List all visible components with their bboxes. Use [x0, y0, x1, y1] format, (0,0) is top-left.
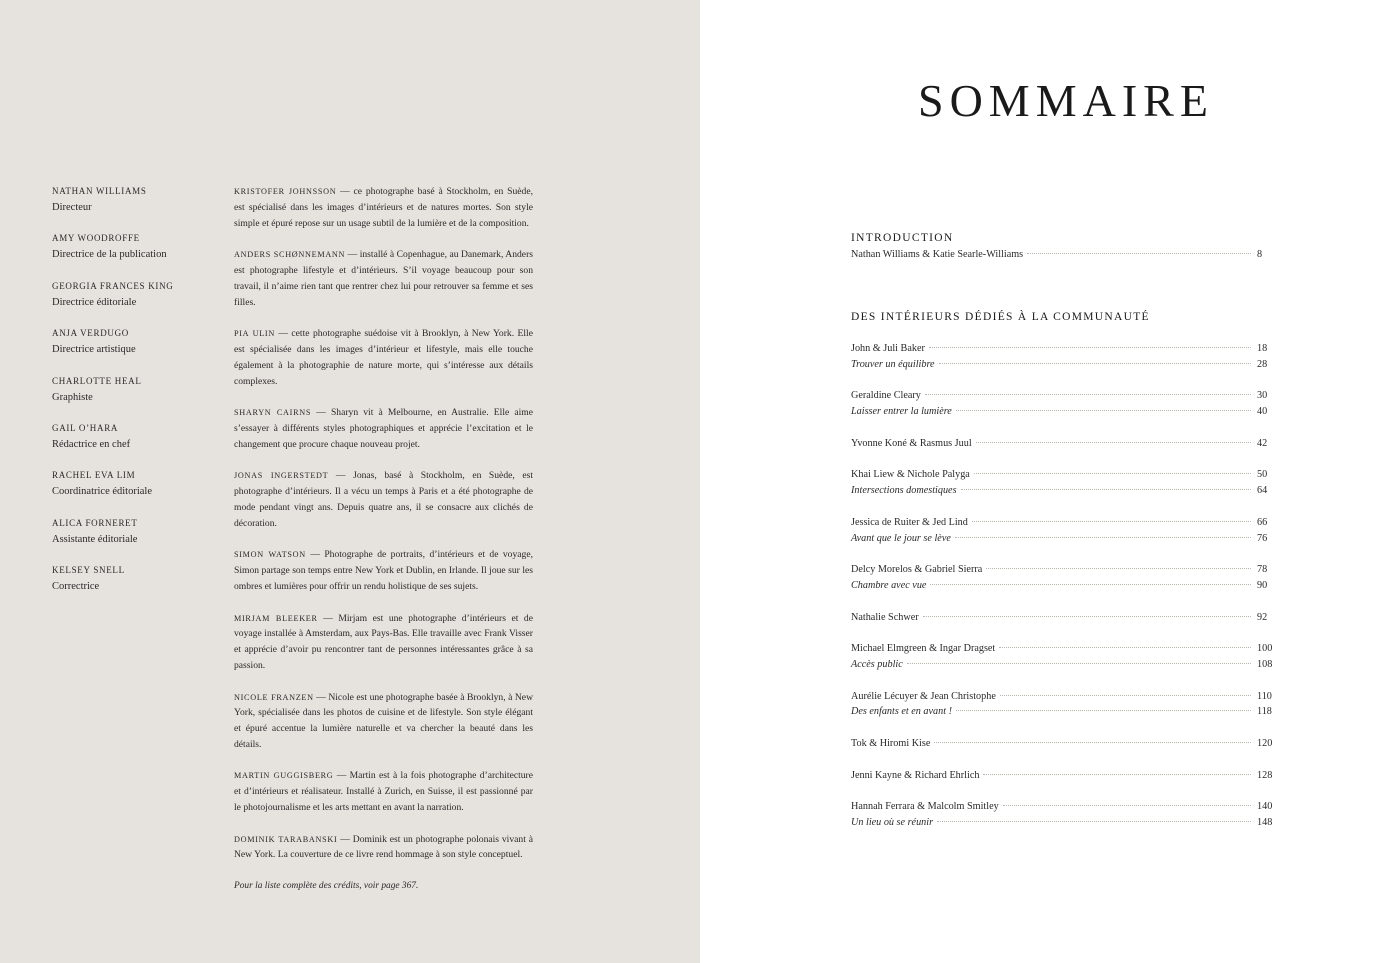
toc-page-number: 148	[1257, 816, 1273, 828]
staff-role: Assistante éditoriale	[52, 533, 138, 545]
contributor-name: ANDERS SCHØNNEMANN	[234, 250, 346, 260]
toc-group	[851, 436, 1272, 452]
contributor-bio	[234, 405, 533, 452]
toc-entry[interactable]	[851, 404, 1272, 420]
toc-group	[851, 799, 1272, 831]
toc-page-number: 18	[1257, 343, 1268, 354]
staff-name: RACHEL EVA LIM	[52, 470, 136, 481]
staff-name: GEORGIA FRANCES KING	[52, 280, 174, 291]
toc-entry-title: Nathalie Schwer	[851, 611, 919, 623]
contributor-text: — installé à Copenhague, au Danemark, Anders est photographe lifestyle et d’intérieurs. S’il voyage beaucoup pour son travail, il n’aime rien tant que rentrer chez lui pour retrouver sa femme et ses filles.	[234, 249, 533, 308]
toc-page-number: 50	[1257, 469, 1268, 481]
contributor-text: — Mirjam est une photographe d’intérieurs et de voyage installée à Amsterdam, aux Pays-Bas. Elle travaille avec Frank Visser et apprécie d’avoir pu rencontrer tant de personnes intéressantes grâce à sa passion.	[234, 612, 533, 671]
contributor-name: MIRJAM BLEEKER	[234, 613, 318, 623]
toc-group	[851, 689, 1272, 721]
toc-entry-title: Hannah Ferrara & Malcolm Smitley	[851, 801, 999, 813]
toc-page-number: 76	[1257, 532, 1268, 544]
contributor-name: NICOLE FRANZEN	[234, 692, 314, 702]
staff-name: ANJA VERDUGO	[52, 328, 129, 339]
toc-entry-title: Nathan Williams & Katie Searle-Williams	[851, 249, 1024, 260]
leader-dots	[956, 710, 1251, 711]
staff-role: Directrice éditoriale	[52, 296, 137, 308]
toc-entry-title: Jessica de Ruiter & Jed Lind	[851, 516, 968, 528]
section-heading-introduction: INTRODUCTION	[851, 232, 954, 244]
toc-entry-title: Aurélie Lécuyer & Jean Christophe	[851, 690, 996, 702]
toc-entry[interactable]	[851, 467, 1272, 483]
staff-role: Directeur	[52, 202, 92, 213]
leader-dots	[1027, 253, 1251, 254]
toc-page-number: 90	[1257, 579, 1268, 591]
contributor-name: KRISTOFER JOHNSSON	[234, 187, 337, 196]
toc-group	[851, 341, 1272, 373]
staff-role: Coordinatrice éditoriale	[52, 486, 153, 498]
toc-page-number: 66	[1257, 516, 1268, 528]
contributor-name: DOMINIK TARABANSKI	[234, 834, 338, 844]
toc-page-number: 42	[1257, 437, 1268, 449]
contributor-bio	[234, 768, 533, 815]
toc-page-number: 30	[1257, 390, 1268, 402]
staff-name: AMY WOODROFFE	[52, 233, 140, 244]
leader-dots	[934, 742, 1251, 743]
staff-entry	[52, 232, 222, 279]
contents-page	[700, 0, 1400, 963]
contributor-name: MARTIN GUGGISBERG	[234, 771, 334, 781]
contributor-bio	[234, 468, 533, 531]
toc-group	[851, 610, 1272, 626]
leader-dots	[1000, 695, 1251, 696]
leader-dots	[956, 410, 1251, 411]
toc-group	[851, 641, 1272, 673]
toc-entry-title: Des enfants et en avant !	[851, 706, 952, 718]
toc-entry-title: Laisser entrer la lumière	[851, 406, 952, 418]
toc-entry-title: Michael Elmgreen & Ingar Dragset	[851, 643, 996, 655]
leader-dots	[939, 363, 1251, 364]
toc-entry[interactable]	[851, 562, 1272, 578]
leader-dots	[986, 568, 1251, 569]
toc-entry-title: Trouver un équilibre	[851, 358, 935, 370]
leader-dots	[929, 347, 1251, 348]
toc-entry-title: Intersections domestiques	[851, 485, 957, 497]
toc-entry[interactable]	[851, 610, 1272, 626]
toc-page-number: 118	[1257, 706, 1272, 718]
contributor-text: — Sharyn vit à Melbourne, en Australie. Elle aime s’essayer à différents styles photographiques et apprécie l’excitation et le changement que procure chaque nouveau projet.	[234, 407, 533, 450]
toc-page-number: 140	[1257, 801, 1273, 813]
staff-name: GAIL O’HARA	[52, 422, 119, 433]
credits-note: Pour la liste complète des crédits, voir page 367.	[234, 881, 419, 892]
staff-role: Rédactrice en chef	[52, 438, 131, 450]
toc-entry-title: Chambre avec vue	[851, 579, 927, 591]
leader-dots	[930, 584, 1251, 585]
leader-dots	[961, 489, 1251, 490]
staff-list	[52, 185, 222, 612]
contributor-text: — Jonas, basé à Stockholm, en Suède, est photographe d’intérieurs. Il a vécu un temps à Paris et a été photographe de mode pendant vingt ans. Depuis quatre ans, il se consacre aux clichés de décoration.	[234, 470, 533, 529]
toc-entry-title: Geraldine Cleary	[851, 390, 921, 402]
toc-community-list	[851, 341, 1272, 847]
contributor-text: — Martin est à la fois photographe d’architecture et d’intérieurs et réalisateur. Installé à Zurich, en Suisse, il est passionné par le photojournalisme et les arts mettant en avant la narration.	[234, 770, 533, 814]
toc-page-number: 28	[1257, 358, 1268, 370]
staff-entry	[52, 375, 222, 422]
contributor-bio	[234, 832, 533, 864]
toc-entry[interactable]	[851, 657, 1272, 673]
leader-dots	[999, 647, 1251, 648]
staff-entry	[52, 185, 222, 232]
page-title: SOMMAIRE	[918, 75, 1214, 126]
staff-entry	[52, 280, 222, 327]
staff-entry	[52, 517, 222, 564]
contributor-name: PIA ULIN	[234, 329, 275, 339]
toc-group	[851, 467, 1272, 499]
toc-group	[851, 388, 1272, 420]
toc-entry-title: Jenni Kayne & Richard Ehrlich	[851, 769, 980, 781]
toc-page-number: 100	[1257, 643, 1273, 655]
contributor-text: — Dominik est un photographe polonais vivant à New York. La couverture de ce livre rend hommage à son style conceptuel.	[234, 833, 533, 861]
leader-dots	[1003, 805, 1251, 806]
leader-dots	[974, 473, 1251, 474]
toc-entry[interactable]	[851, 515, 1272, 531]
toc-entry[interactable]	[851, 341, 1272, 357]
section-heading-community: DES INTÉRIEURS DÉDIÉS À LA COMMUNAUTÉ	[851, 311, 1150, 323]
toc-entry[interactable]	[851, 388, 1272, 404]
toc-page-number: 108	[1257, 658, 1273, 670]
leader-dots	[983, 774, 1251, 775]
toc-page-number: 92	[1257, 611, 1268, 623]
leader-dots	[907, 663, 1251, 664]
toc-page-number: 40	[1257, 406, 1268, 418]
toc-entry[interactable]	[851, 768, 1272, 784]
toc-entry[interactable]	[851, 436, 1272, 452]
toc-page-number: 128	[1257, 769, 1273, 781]
toc-page-number: 120	[1257, 737, 1273, 749]
toc-entry[interactable]	[851, 531, 1272, 547]
contributor-text: — cette photographe suédoise vit à Brooklyn, à New York. Elle est spécialisée dans les images d’intérieur et lifestyle, mais elle touche également à la photographie de nature morte, qui s’intéresse aux détails complexes.	[234, 328, 533, 387]
toc-entry[interactable]	[851, 357, 1272, 373]
toc-group	[851, 768, 1272, 784]
toc-entry[interactable]	[851, 483, 1272, 499]
contributor-text: — ce photographe basé à Stockholm, en Suède, est spécialisé dans les images d’intérieurs et de natures mortes. Son style simple et épuré repose sur un usage subtil de la lumière et de la composition.	[234, 186, 533, 229]
toc-introduction-list	[851, 247, 1272, 263]
staff-name: CHARLOTTE HEAL	[52, 375, 142, 386]
staff-entry	[52, 327, 222, 374]
contributor-text: — Photographe de portraits, d’intérieurs et de voyage, Simon partage son temps entre New York et Dublin, en Irlande. Il joue sur les ombres et lumières pour offrir un rendu holistique de ses sujets.	[234, 549, 533, 592]
toc-entry-title: Yvonne Koné & Rasmus Juul	[851, 437, 972, 449]
leader-dots	[976, 442, 1251, 443]
toc-entry-title: Accès public	[851, 658, 903, 670]
staff-entry	[52, 469, 222, 516]
staff-entry	[52, 422, 222, 469]
staff-role: Correctrice	[52, 581, 100, 593]
toc-entry-title: Delcy Morelos & Gabriel Sierra	[851, 564, 983, 576]
staff-role: Directrice artistique	[52, 344, 136, 356]
contributors-list	[234, 184, 533, 895]
staff-role: Directrice de la publication	[52, 249, 167, 261]
toc-group	[851, 515, 1272, 547]
toc-entry[interactable]	[851, 641, 1272, 657]
toc-entry[interactable]	[851, 689, 1272, 705]
contributor-bio	[234, 611, 533, 674]
leader-dots	[955, 537, 1251, 538]
contributor-name: SIMON WATSON	[234, 550, 306, 560]
toc-entry[interactable]	[851, 736, 1272, 752]
toc-entry[interactable]	[851, 815, 1272, 831]
contributor-bio	[234, 690, 533, 753]
toc-entry-title: John & Juli Baker	[851, 343, 925, 354]
staff-name: ALICA FORNERET	[52, 517, 138, 528]
contributor-bio	[234, 184, 533, 231]
contributor-bio	[234, 247, 533, 310]
staff-role: Graphiste	[52, 391, 93, 403]
toc-page-number: 78	[1257, 564, 1268, 576]
toc-page-number: 64	[1257, 485, 1268, 497]
staff-name: NATHAN WILLIAMS	[52, 186, 147, 196]
contributor-bio	[234, 326, 533, 389]
leader-dots	[925, 394, 1251, 395]
toc-group	[851, 736, 1272, 752]
contributor-bio	[234, 547, 533, 594]
toc-page-number: 110	[1257, 690, 1272, 702]
toc-entry[interactable]	[851, 704, 1272, 720]
leader-dots	[937, 821, 1251, 822]
toc-entry[interactable]	[851, 578, 1272, 594]
toc-group	[851, 562, 1272, 594]
contributor-text: — Nicole est une photographe basée à Brooklyn, à New York, spécialisée dans les photos de cuisine et de lifestyle. Son style élégant et épuré accentue la lumière naturelle et va chercher la beauté dans les détails.	[234, 691, 533, 750]
contributor-name: JONAS INGERSTEDT	[234, 471, 329, 481]
toc-entry-title: Un lieu où se réunir	[851, 816, 934, 828]
leader-dots	[972, 521, 1251, 522]
staff-entry	[52, 564, 222, 611]
toc-entry-title: Avant que le jour se lève	[851, 532, 951, 544]
staff-name: KELSEY SNELL	[52, 565, 125, 576]
toc-entry-title: Tok & Hiromi Kise	[851, 737, 931, 749]
toc-entry[interactable]	[851, 247, 1272, 263]
leader-dots	[923, 616, 1251, 617]
toc-entry-title: Khai Liew & Nichole Palyga	[851, 469, 970, 481]
toc-entry[interactable]	[851, 799, 1272, 815]
contributor-name: SHARYN CAIRNS	[234, 408, 312, 418]
toc-page-number: 8	[1257, 249, 1263, 260]
